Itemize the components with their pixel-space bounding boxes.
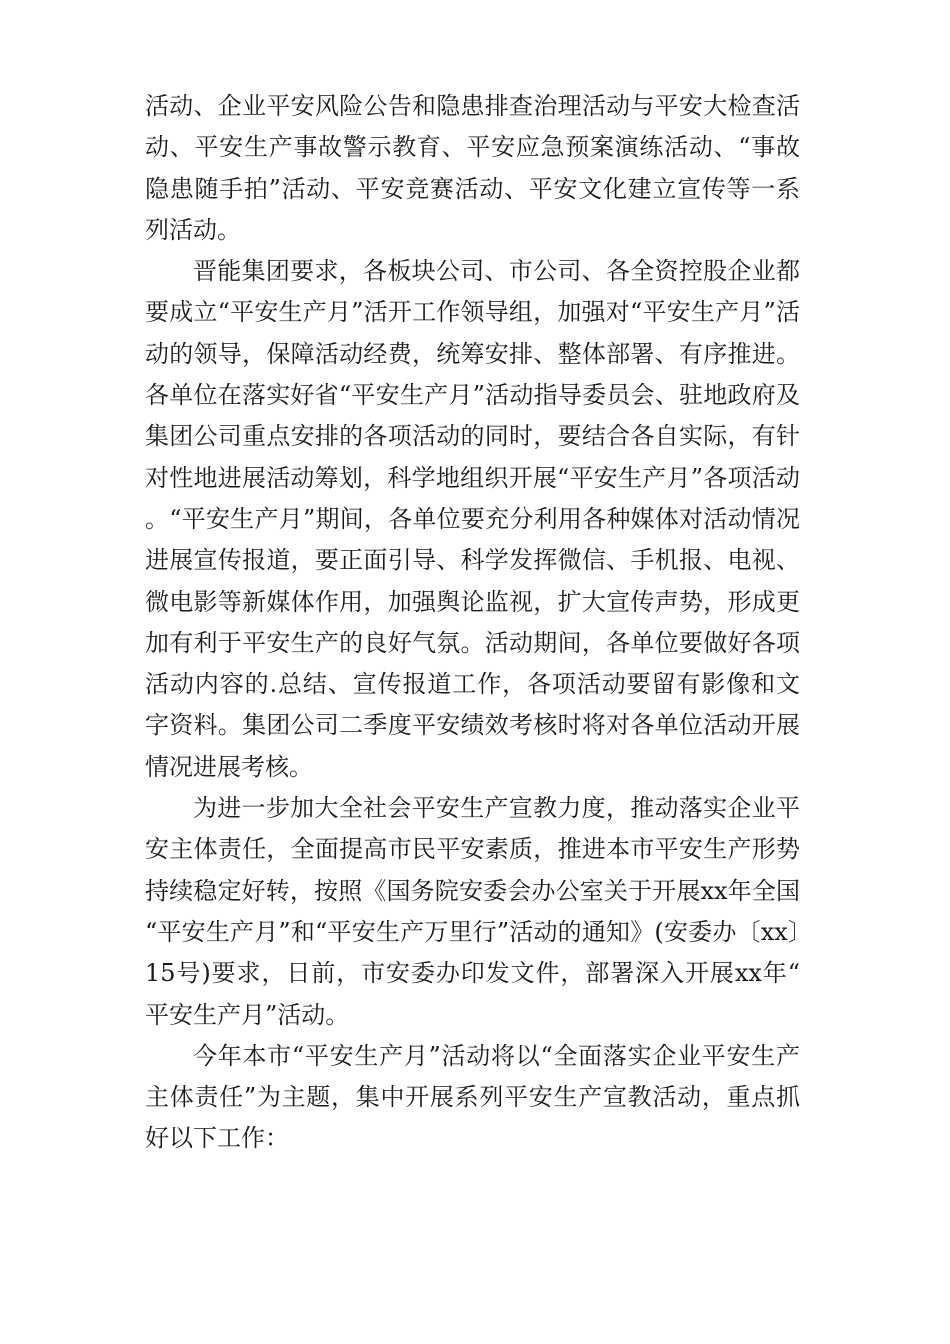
document-body: [145, 86, 800, 1160]
paragraph-3: 为进一步加大全社会平安生产宣教力度，推动落实企业平安主体责任，全面提高市民平安素质，推进本市平安生产形势持续稳定好转，按照《国务院安委会办公室关于开展xx年全国“平安生产月”和“平安生产万里行”活动的通知》(安委办〔xx〕15号)要求，日前，市安委办印发文件，部署深入开展xx年“平安生产月”活动。: [145, 794, 800, 1029]
paragraph-1: 活动、企业平安风险公告和隐患排查治理活动与平安大检查活动、平安生产事故警示教育、平安应急预案演练活动、“事故隐患随手拍”活动、平安竞赛活动、平安文化建立宣传等一系列活动。: [145, 92, 800, 244]
paragraph-4: 今年本市“平安生产月”活动将以“全面落实企业平安生产主体责任”为主题，集中开展系列平安生产宣教活动，重点抓好以下工作：: [145, 1041, 800, 1153]
paragraph-2: 晋能集团要求，各板块公司、市公司、各全资控股企业都要成立“平安生产月”活开工作领导组，加强对“平安生产月”活动的领导，保障活动经费，统筹安排、整体部署、有序推进。各单位在落实好省“平安生产月”活动指导委员会、驻地政府及集团公司重点安排的各项活动的同时，要结合各自实际，有针对性地进展活动筹划，科学地组织开展“平安生产月”各项活动。“平安生产月”期间，各单位要充分利用各种媒体对活动情况进展宣传报道，要正面引导、科学发挥微信、手机报、电视、微电影等新媒体作用，加强舆论监视，扩大宣传声势，形成更加有利于平安生产的良好气氛。活动期间，各单位要做好各项活动内容的.总结、宣传报道工作，各项活动要留有影像和文字资料。集团公司二季度平安绩效考核时将对各单位活动开展情况进展考核。: [145, 257, 800, 781]
